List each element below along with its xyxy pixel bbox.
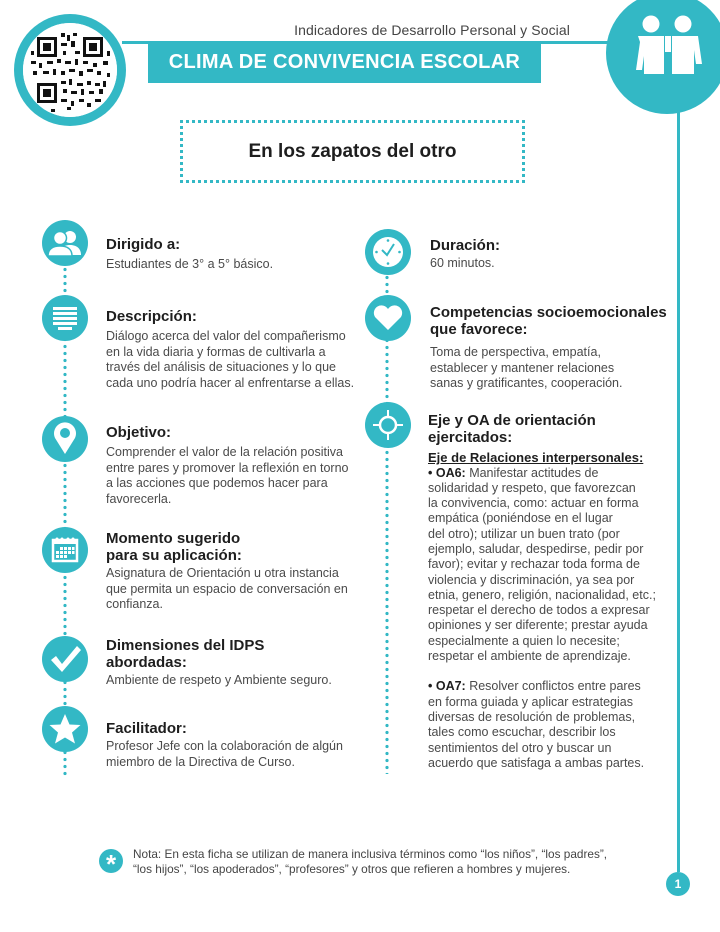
people-badge [606,0,720,114]
section-title: Objetivo: [106,424,172,441]
section-body: Comprender el valor de la relación positiva entre pares y promover la reflexión en torno a las acciones que podemos hacer para favorecerla. [106,445,349,506]
activity-title-box [180,120,525,183]
oa6-label: • OA6: [428,465,466,480]
eje-heading: Eje de Relaciones interpersonales: [428,450,644,465]
section-body: Profesor Jefe con la colaboración de algún miembro de la Directiva de Curso. [106,739,343,769]
document-lines-icon [42,295,88,341]
map-pin-icon-badge [42,416,88,462]
right-margin-line [677,110,680,872]
clock-icon-badge [365,229,411,275]
oa7-paragraph: • OA7: Resolver conflictos entre pares en forma guiada y aplicar estrategias diversas de resolución de problemas, tales como escuchar, describir los sentimientos del otro y buscar un acuerdo que satisfaga a ambas partes. [428,679,645,770]
target-icon [365,402,411,448]
section-momento [106,530,366,613]
oa6-paragraph: • OA6: Manifestar actitudes de solidaridad y respeto, que favorezcan la convivencia, como: actuar en forma empática (poniéndose en el lugar del otro); utilizar un buen trato (por ejemplo, saludar, despedirse, pedir por favor); evitar y rechazar toda forma de violencia y discriminación, ya sea por etnia, genero, religión, nacionalidad, etc.; respetar el derecho de todos a expresar opiniones y ser diferente; prestar ayuda especialmente a quien lo necesite; respetar el ambiente de aprendizaje. [428,465,656,664]
section-title: Facilitador: [106,720,187,737]
map-pin-icon [42,416,88,462]
right-timeline-dots [385,274,389,774]
section-body: Toma de perspectiva, empatía, establecer y mantener relaciones sanas y gratificantes, cooperación. [430,345,623,390]
section-title: Eje y OA de orientación ejercitados: [428,412,596,446]
users-icon-badge [42,220,88,266]
section-descripcion [106,308,366,391]
section-body: 60 minutos. [430,256,495,270]
qr-code-icon [23,23,117,117]
header-subtitle: Indicadores de Desarrollo Personal y Social [294,22,570,38]
section-title: Duración: [430,237,501,254]
section-title: Descripción: [106,308,197,325]
star-icon-badge [42,706,88,752]
checkmark-icon-badge [42,636,88,682]
section-dirigido [106,236,356,273]
page-number: 1 [666,872,690,896]
left-timeline-dots [63,266,67,776]
calendar-icon [42,527,88,573]
heart-icon [365,295,411,341]
footer-note: Nota: En esta ficha se utilizan de manera inclusiva términos como “los niños”, “los padres”, “los hijos”, “los apoderados”, “profesores” y otros que refieren a hombres y mujeres. [133,847,608,876]
section-objetivo [106,424,366,507]
header-title: CLIMA DE CONVIVENCIA ESCOLAR [168,51,521,73]
calendar-icon-badge [42,527,88,573]
activity-title: En los zapatos del otro [248,141,457,162]
document-icon-badge [42,295,88,341]
qr-code [23,23,117,117]
section-facilitador [106,720,366,770]
checkmark-icon [42,636,88,682]
section-duracion [430,237,660,272]
star-icon [42,706,88,752]
section-title: Competencias socioemocionales que favorece: [430,304,667,338]
section-dimensiones [106,637,366,689]
heart-icon-badge [365,295,411,341]
qr-code-badge [14,14,126,126]
asterisk-icon: * [99,849,123,873]
two-people-icon [632,14,704,76]
section-eje-oa [428,412,668,771]
section-body: Ambiente de respeto y Ambiente seguro. [106,673,332,687]
section-body: Asignatura de Orientación u otra instancia que permita un espacio de conversación en confianza. [106,566,348,611]
section-title: Momento sugerido para su aplicación: [106,530,242,564]
section-body: Diálogo acerca del valor del compañerismo en la vida diaria y formas de cultivarla a través del análisis de situaciones y lo que cada uno podría hacer al enfrentarse a ellas. [106,329,355,390]
section-title: Dimensiones del IDPS abordadas: [106,637,265,671]
users-icon [42,220,88,266]
oa7-label: • OA7: [428,679,466,694]
section-body: Estudiantes de 3° a 5° básico. [106,257,274,271]
section-title: Dirigido a: [106,236,181,253]
target-icon-badge [365,402,411,448]
section-competencias [430,304,670,392]
header-title-banner [148,41,541,83]
clock-icon [365,229,411,275]
